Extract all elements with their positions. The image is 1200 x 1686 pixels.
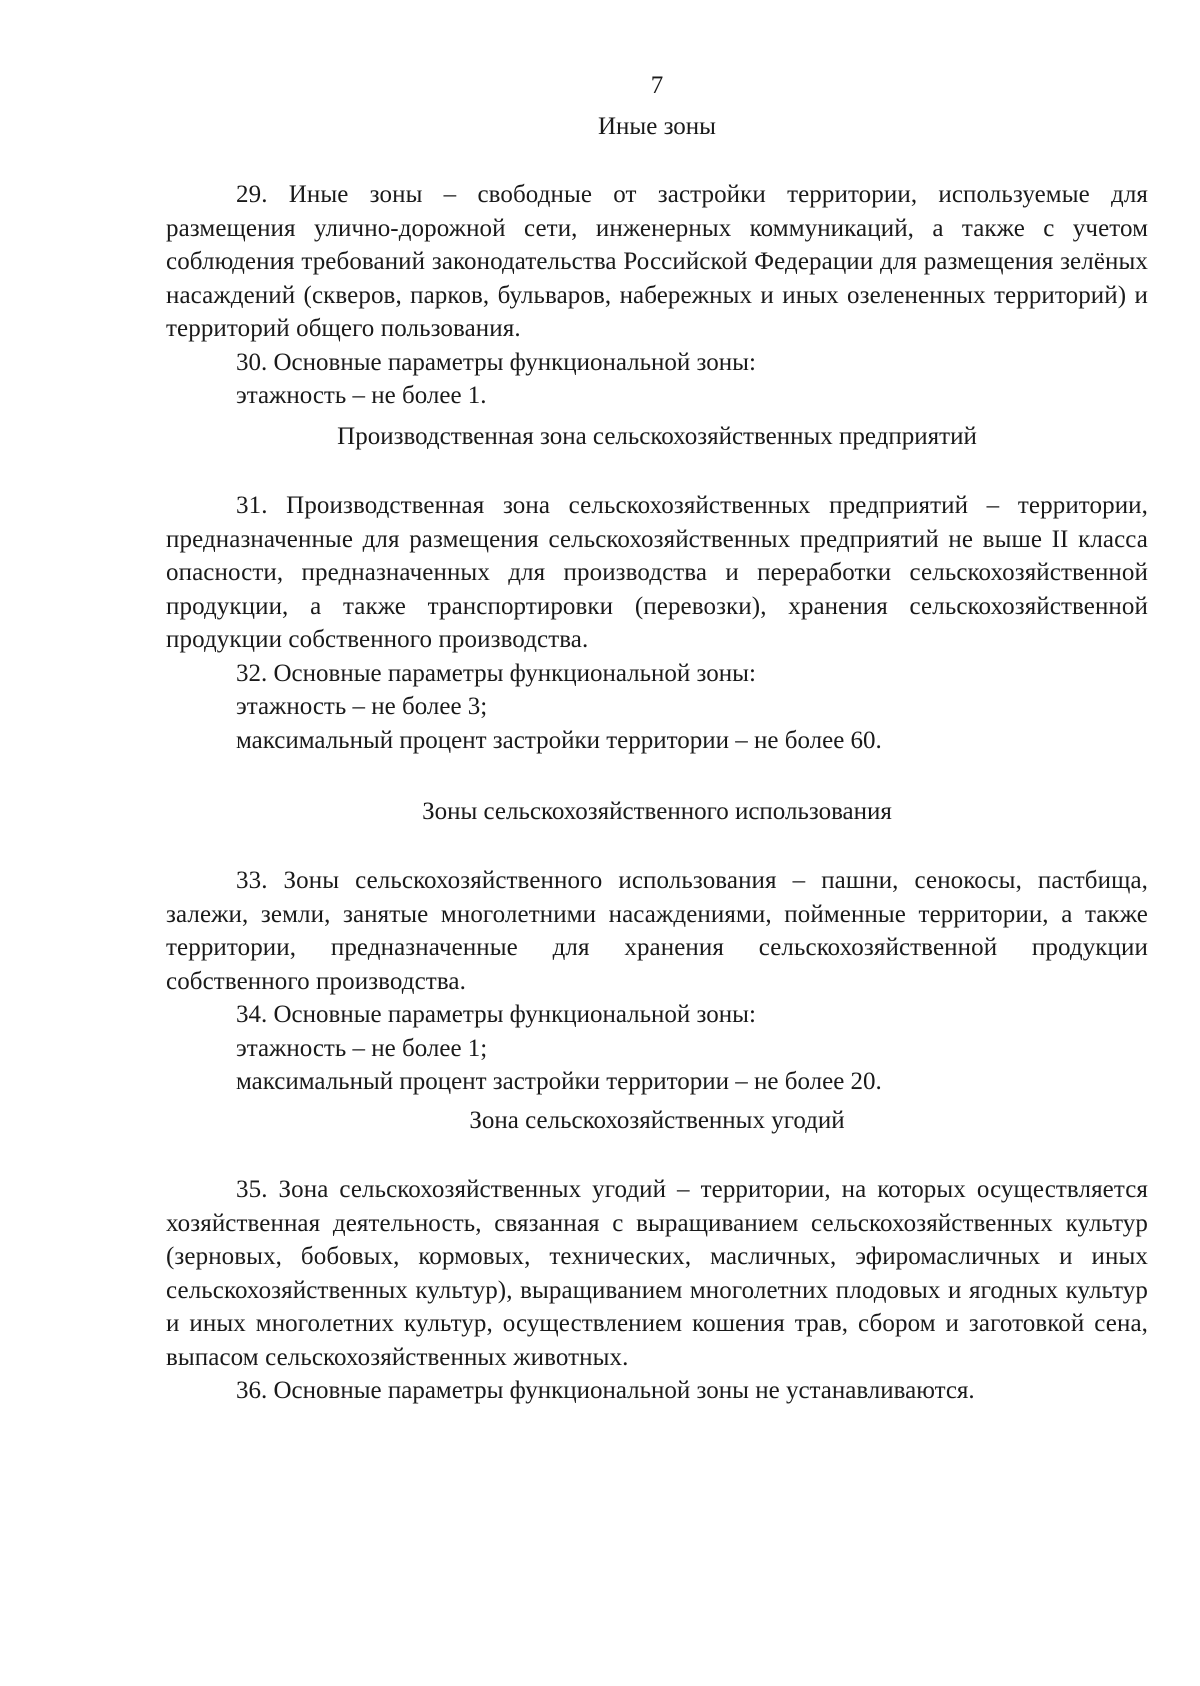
parameter-build-percent: максимальный процент застройки территории – не более 20. [236, 1068, 882, 1095]
paragraph-31: 31. Производственная зона сельскохозяйственных предприятий – территории, предназначенные для размещения сельскохозяйственных предприятий не выше II класса опасности, предназначенных для производства и переработки сельскохозяйственной продукции, а также транспортировки (перевозки), хранения сельскохозяйственной продукции собственного производства. [166, 492, 1148, 653]
paragraph-29: 29. Иные зоны – свободные от застройки территории, используемые для размещения улично-дорожной сети, инженерных коммуникаций, а также с учетом соблюдения требований законодательства Российской Федерации для размещения зелёных насаждений (скверов, парков, бульваров, набережных и иных озелененных территорий) и территорий общего пользования. [166, 181, 1148, 342]
section-agricultural-production-zone [166, 420, 1148, 757]
section-title: Производственная зона сельскохозяйственных предприятий [337, 423, 977, 450]
parameter-floors: этажность – не более 1. [236, 382, 487, 409]
paragraph-36: 36. Основные параметры функциональной зоны не устанавливаются. [236, 1377, 975, 1404]
section-title: Зона сельскохозяйственных угодий [469, 1107, 845, 1134]
paragraph-35: 35. Зона сельскохозяйственных угодий – территории, на которых осуществляется хозяйственная деятельность, связанная с выращиванием сельскохозяйственных культур (зерновых, бобовых, кормовых, технических, масличных, эфиромасличных и иных сельскохозяйственных культур), выращиванием многолетних плодовых и ягодных культур и иных многолетних культур, осуществлением кошения трав, сбором и заготовкой сена, выпасом сельскохозяйственных животных. [166, 1176, 1148, 1371]
parameter-floors: этажность – не более 3; [236, 693, 488, 720]
paragraph-34: 34. Основные параметры функциональной зоны: [236, 1001, 756, 1028]
section-agricultural-use-zones [166, 795, 1148, 1099]
paragraph-32: 32. Основные параметры функциональной зоны: [236, 659, 756, 687]
section-agricultural-land-zone [166, 1104, 1148, 1408]
parameter-floors: этажность – не более 1; [236, 1034, 488, 1062]
page-number: 7 [650, 72, 664, 99]
section-title: Иные зоны [598, 113, 716, 140]
paragraph-33: 33. Зоны сельскохозяйственного использования – пашни, сенокосы, пастбища, залежи, земли, занятые многолетними насаждениями, пойменные территории, а также территории, предназначенные для хранения сельскохозяйственной продукции собственного производства. [166, 867, 1148, 995]
parameter-build-percent: максимальный процент застройки территории – не более 60. [236, 726, 882, 754]
paragraph-30: 30. Основные параметры функциональной зоны: [236, 348, 756, 376]
section-other-zones [166, 110, 1148, 413]
section-title: Зоны сельскохозяйственного использования [422, 798, 892, 825]
